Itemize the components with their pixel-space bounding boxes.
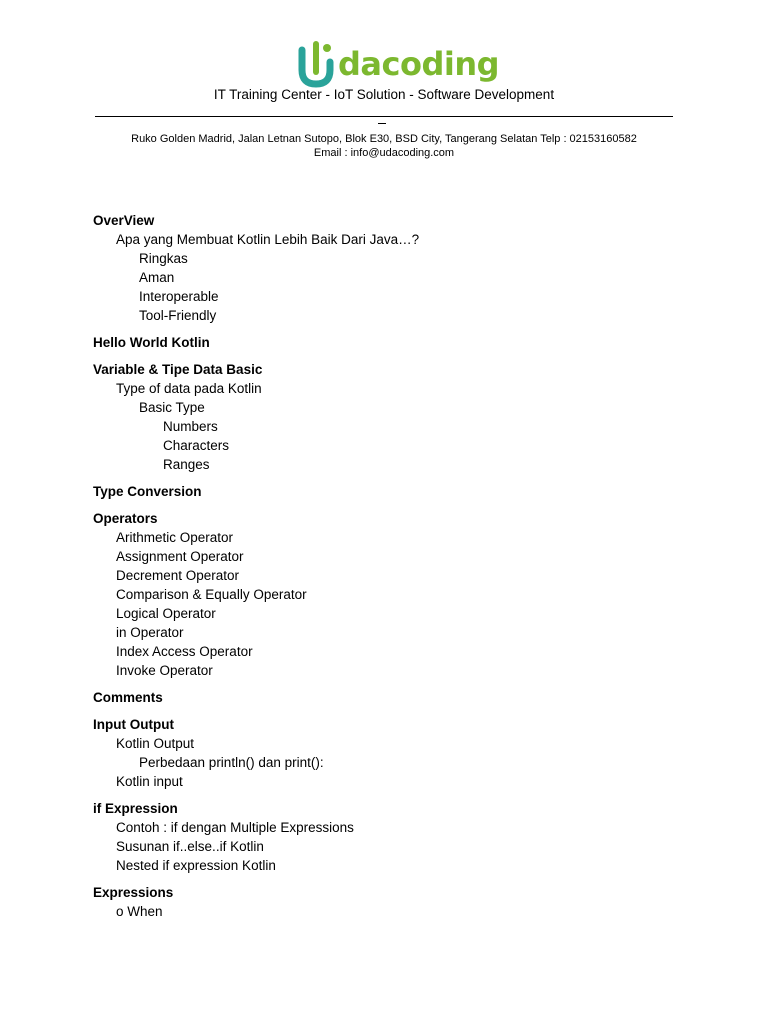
section-heading: if Expression: [93, 801, 178, 816]
section-heading: Variable & Tipe Data Basic: [93, 362, 263, 377]
outline-item: Arithmetic Operator: [116, 530, 234, 545]
outline-item: o When: [116, 904, 163, 919]
section-heading: Operators: [93, 511, 158, 526]
logo-u-icon: [296, 40, 342, 90]
outline-item: Characters: [163, 438, 230, 453]
outline-item: Decrement Operator: [116, 568, 240, 583]
outline-item: Aman: [139, 270, 175, 285]
outline-item: Index Access Operator: [116, 644, 253, 659]
outline-section: [93, 883, 693, 921]
outline-section: [93, 482, 693, 501]
outline-section: [93, 333, 693, 352]
outline-item: Logical Operator: [116, 606, 216, 621]
outline-section: [93, 715, 693, 791]
outline-item: Assignment Operator: [116, 549, 244, 564]
section-heading: Type Conversion: [93, 484, 202, 499]
outline-section: [93, 211, 693, 325]
tagline: IT Training Center - IoT Solution - Software Development: [213, 87, 555, 102]
outline-item: Contoh : if dengan Multiple Expressions: [116, 820, 354, 835]
course-outline: [93, 211, 693, 929]
outline-item: Kotlin Output: [116, 736, 195, 751]
outline-item: Perbedaan println() dan print():: [139, 755, 324, 770]
address-line: Ruko Golden Madrid, Jalan Letnan Sutopo, Blok E30, BSD City, Tangerang Selatan Telp : 02153160582: [131, 133, 637, 145]
outline-section: [93, 360, 693, 474]
outline-item: Susunan if..else..if Kotlin: [116, 839, 264, 854]
outline-item: Ringkas: [139, 251, 188, 266]
udacoding-logo: [296, 40, 500, 90]
outline-item: Kotlin input: [116, 774, 183, 789]
section-heading: Comments: [93, 690, 163, 705]
section-heading: Expressions: [93, 885, 174, 900]
outline-item: Ranges: [163, 457, 210, 472]
outline-section: [93, 688, 693, 707]
section-heading: Input Output: [93, 717, 174, 732]
section-heading: OverView: [93, 213, 155, 228]
outline-item: in Operator: [116, 625, 184, 640]
outline-item: Comparison & Equally Operator: [116, 587, 307, 602]
outline-item: Basic Type: [139, 400, 205, 415]
outline-section: [93, 509, 693, 680]
divider-mark: [378, 123, 386, 124]
outline-item: Interoperable: [139, 289, 219, 304]
outline-item: Type of data pada Kotlin: [116, 381, 262, 396]
header-divider: [95, 116, 673, 117]
email-line: Email : info@udacoding.com: [313, 147, 455, 159]
outline-item: Numbers: [163, 419, 218, 434]
logo-text: dacoding: [338, 45, 500, 83]
outline-item: Tool-Friendly: [139, 308, 217, 323]
outline-item: Nested if expression Kotlin: [116, 858, 276, 873]
section-heading: Hello World Kotlin: [93, 335, 210, 350]
outline-item: Apa yang Membuat Kotlin Lebih Baik Dari Java…?: [116, 232, 420, 247]
outline-section: [93, 799, 693, 875]
outline-item: Invoke Operator: [116, 663, 213, 678]
